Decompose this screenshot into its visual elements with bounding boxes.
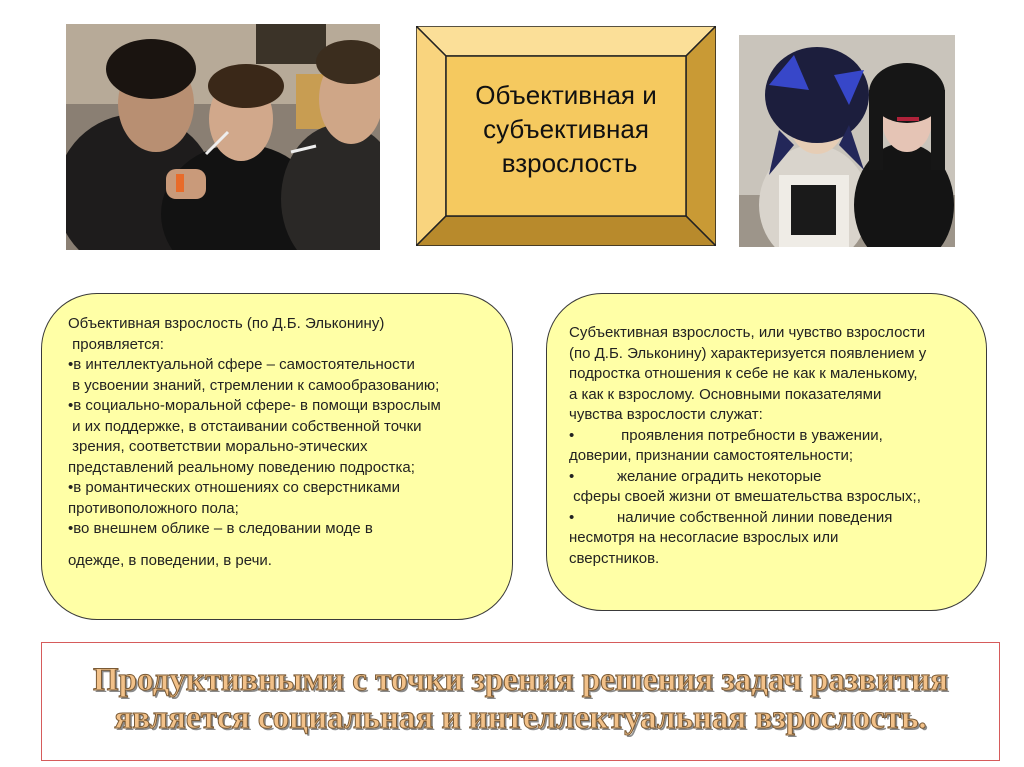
card-left-line-3: •в интеллектуальной сфере – самостоятельности: [68, 356, 415, 373]
card-left-line-6: и их поддержке, в отстаивании собственной точки: [68, 417, 422, 435]
card-right-line-1: Субъективная взрослость, или чувство взрослости: [569, 324, 926, 341]
title-line-3: взрослость: [494, 148, 638, 178]
title-line-1: Объективная и: [475, 80, 657, 110]
bullet-respect-text: проявления потребности в уважении,: [617, 426, 883, 444]
bullet-behavior-text: наличие собственной линии поведения: [617, 508, 893, 526]
bullet-behavior-cont-2: сверстников.: [569, 549, 660, 567]
card-left-line-5: •в социально-моральной сфере- в помощи взрослым: [68, 397, 441, 414]
conclusion-line-2: является социальная и интеллектуальная взрослость.: [114, 700, 927, 736]
bullet-respect-cont: доверии, признании самостоятельности;: [569, 447, 854, 464]
bullet-protect-text: желание оградить некоторые: [617, 467, 822, 485]
title-frame: [416, 26, 716, 246]
bullet-marker: •: [569, 467, 575, 485]
bullet-respect: [569, 426, 976, 447]
photo-teens-smoking: [66, 24, 380, 250]
card-right-line-5: чувства взрослости служат:: [569, 406, 763, 423]
bullet-behavior-cont-1: несмотря на несогласие взрослых или: [569, 529, 839, 546]
card-right-line-3: подростка отношения к себе не как к маленькому,: [569, 365, 918, 382]
card-right-line-2: (по Д.Б. Эльконину) характеризуется появлением у: [569, 344, 927, 362]
card-subjective-adulthood: [546, 293, 987, 611]
card-right-line-4: а как к взрослому. Основными показателями: [569, 385, 882, 403]
bullet-behavior: [569, 508, 976, 529]
bullet-protect-cont: сферы своей жизни от вмешательства взрослых;,: [569, 488, 921, 505]
bullet-marker: •: [569, 426, 575, 444]
card-left-line-8: представлений реальному поведению подростка;: [68, 458, 415, 476]
card-left-line-4: в усвоении знаний, стремлении к самообразованию;: [68, 376, 440, 394]
conclusion-box: [41, 642, 1000, 761]
title-line-2: субъективная: [483, 114, 649, 144]
card-left-line-10: противоположного пола;: [68, 499, 239, 517]
bullet-marker: •: [569, 508, 575, 526]
card-left-line-11: •во внешнем облике – в следовании моде в: [68, 520, 373, 537]
slide-title: [446, 78, 686, 180]
photo-emo-girls: [739, 35, 955, 247]
card-left-line-1: Объективная взрослость (по Д.Б. Эльконину): [68, 315, 385, 332]
card-left-line-7: зрения, соответствии морально-этических: [68, 438, 368, 455]
card-left-line-12: одежде, в поведении, в речи.: [68, 551, 272, 569]
conclusion-line-1: Продуктивными с точки зрения решения задач развития: [92, 662, 949, 698]
card-left-line-2: проявляется:: [68, 335, 164, 353]
card-left-line-9: •в романтических отношениях со сверстниками: [68, 479, 400, 496]
bullet-protect: [569, 467, 976, 488]
card-objective-adulthood: [41, 293, 513, 620]
